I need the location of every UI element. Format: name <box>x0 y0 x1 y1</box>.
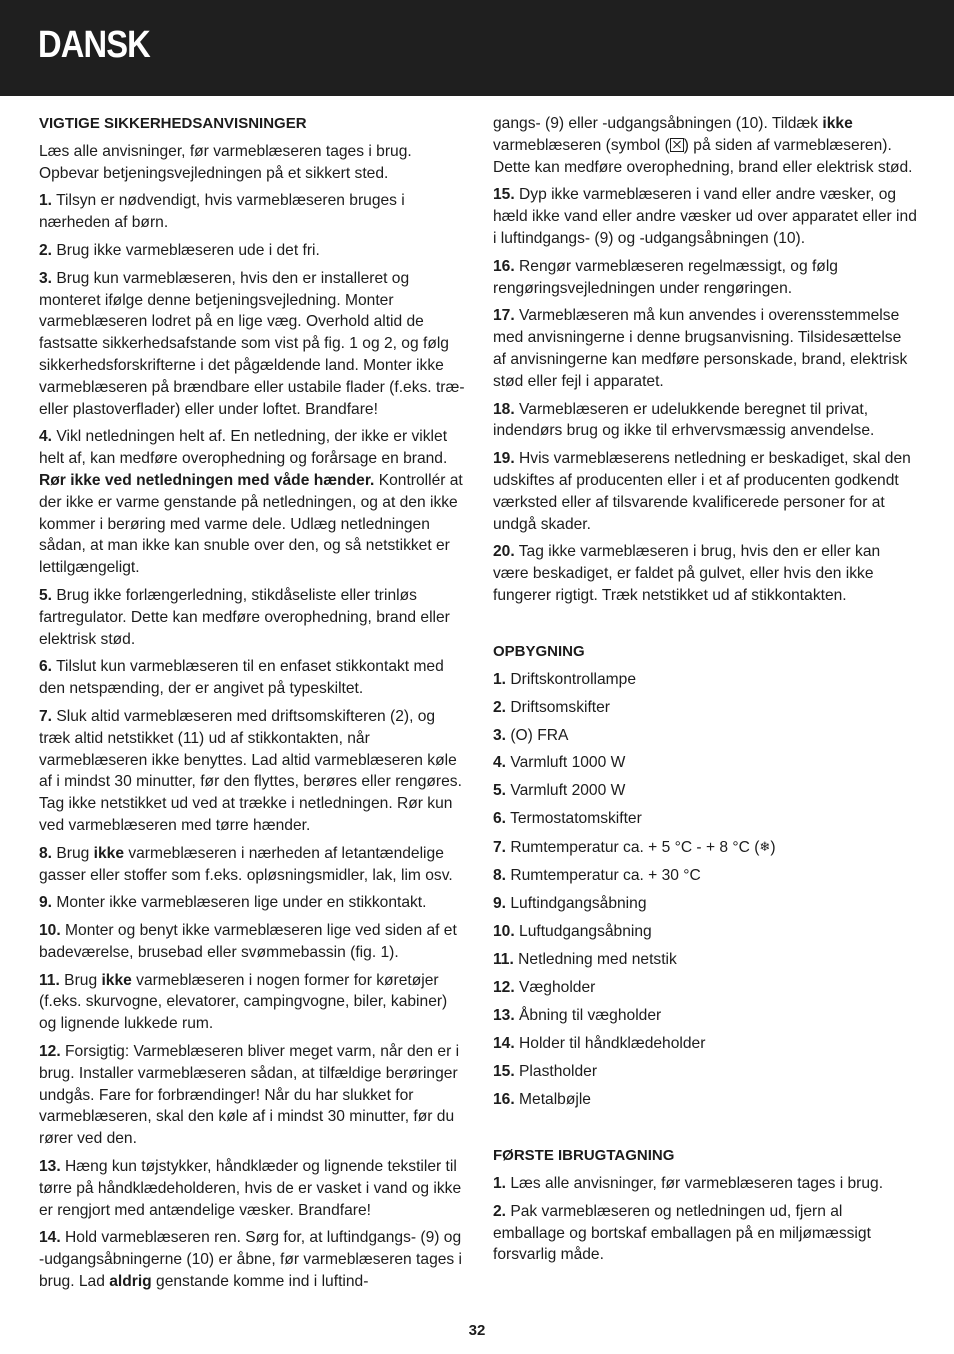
item-text: Hvis varmeblæserens netledning er beskadiget, skal den udskiftes af producenten eller i et af producenten godkendt værksted eller af tilsvarende kvalificerede personer for at undgå skader. <box>493 450 911 533</box>
section-heading-opbygning: OPBYGNING <box>493 642 585 660</box>
item-text: Hold varmeblæseren ren. Sørg for, at luftindgangs- (9) og -udgangsåbningerne (10) er åbne, før varmeblæseren tages i brug. Lad <box>39 1229 463 1291</box>
item-text: Hæng kun tøjstykker, håndklæder og lignende tekstiler til tørre på håndklædeholderen, hvis de er vasket i vand og ikke er rengjort med antændelige væsker. Brandfare! <box>39 1158 462 1219</box>
part-item-9 <box>493 893 917 915</box>
item-number: 11. <box>493 951 514 969</box>
left-column <box>39 113 465 1299</box>
item-text: Vikl netledningen helt af. En netledning, der ikke er viklet helt af, kan medføre overophedning og forårsage en brand. <box>39 428 448 468</box>
item-text: Forsigtig: Varmeblæseren bliver meget varm, når den er i brug. Installer varmeblæseren sådan, at tilfældige berøringer undgås. Fare for forbrændinger! Når du har slukket for varmeblæseren, skal den køle af i mindst 30 minutter, før du rører ved den. <box>39 1043 460 1148</box>
item-text-bold: ikke <box>101 971 132 989</box>
item-text: Metalbøjle <box>519 1091 591 1109</box>
item-text: Tilslut kun varmeblæseren til en enfaset stikkontakt med den netspænding, der er angivet på typeskiltet. <box>39 658 444 698</box>
part-item-11 <box>493 949 917 971</box>
part-item-12 <box>493 977 917 999</box>
item-text: Brug ikke forlængerledning, stikdåseliste eller trinløs fartregulator. Dette kan medføre overophedning, brand eller elektrisk stød. <box>39 586 450 648</box>
item-text: Driftsomskifter <box>510 698 610 716</box>
item-text: Sluk altid varmeblæseren med driftsomskifteren (2), og træk altid netstikket (11) ud af stikkontakten, når varmeblæseren ikke benyttes. Lad altid varmeblæseren køle af i mindst 30 minutter, før den flyttes, berøres eller rengøres. Tag ikke netstikket ud ved at trække i netledningen. Rør kun ved varmeblæseren med tørre hænder. <box>39 707 462 834</box>
item-text: (O) FRA <box>510 726 569 744</box>
item-number: 13. <box>493 1007 515 1025</box>
safety-item-17 <box>493 305 917 392</box>
item-number: 13. <box>39 1158 61 1176</box>
item-number: 3. <box>493 726 507 744</box>
item-text: Pak varmeblæseren og netledningen ud, fjern al emballage og bortskaf emballagen på en miljømæssigt forsvarlig måde. <box>493 1202 871 1264</box>
item-text: gangs- (9) eller -udgangsåbningen (10). Tildæk <box>493 115 823 132</box>
part-item-7 <box>493 836 917 859</box>
item-number: 12. <box>493 979 515 997</box>
item-text: Varmluft 2000 W <box>510 782 626 800</box>
safety-item-1 <box>39 190 465 234</box>
part-item-14 <box>493 1033 917 1055</box>
item-text: varmeblæseren i nogen former for køretøjer (f.eks. skurvogne, elevatorer, campingvogne, biler, kabiner) og lignende lukkede rum. <box>39 971 448 1033</box>
part-item-6 <box>493 808 917 830</box>
part-item-15 <box>493 1061 917 1083</box>
item-number: 2. <box>493 698 507 716</box>
item-number: 9. <box>493 895 507 913</box>
safety-item-15 <box>493 184 917 249</box>
item-text: Rumtemperatur ca. + 30 °C <box>510 867 701 885</box>
item-text: Dyp ikke varmeblæseren i vand eller andre væsker, og hæld ikke vand eller andre væsker ud over apparatet eller ind i luftindgangs- (9) og -udgangsåbningen (10). <box>493 186 917 247</box>
item-number: 7. <box>39 707 53 725</box>
do-not-cover-icon <box>670 138 684 152</box>
item-text: Varmeblæseren er udelukkende beregnet til privat, indendørs brug og ikke til erhvervsmæssig anvendelse. <box>493 400 875 440</box>
item-text: Brug <box>64 971 102 989</box>
part-item-3 <box>493 725 917 747</box>
part-item-2 <box>493 697 917 719</box>
snowflake-icon: ❄ <box>759 839 771 855</box>
safety-item-19 <box>493 448 917 535</box>
item-text-bold: ikke <box>93 844 124 862</box>
item-text: Kontrollér at der ikke er varme genstande på netledningen, og at den ikke kommer i berøring med varme dele. Udlæg netledningen sådan, at man ikke kan snuble over den, og så netstikket er lettilgængeligt. <box>39 471 463 577</box>
item-number: 19. <box>493 450 515 468</box>
item-number: 17. <box>493 307 515 325</box>
item-text: Tilsyn er nødvendigt, hvis varmeblæseren bruges i nærheden af børn. <box>39 192 405 232</box>
part-item-10 <box>493 921 917 943</box>
item-number: 2. <box>493 1202 507 1220</box>
safety-item-7 <box>39 706 465 837</box>
part-item-8 <box>493 865 917 887</box>
safety-item-8 <box>39 843 465 887</box>
page-title: DANSK <box>38 24 150 66</box>
spacer <box>493 613 917 641</box>
item-text: Brug <box>56 844 94 862</box>
safety-item-13 <box>39 1156 465 1221</box>
item-number: 10. <box>39 922 61 940</box>
item-text-bold: ikke <box>822 115 853 132</box>
item-number: 8. <box>39 844 53 862</box>
safety-item-12 <box>39 1041 465 1150</box>
item-text: Driftskontrollampe <box>510 670 637 688</box>
item-number: 20. <box>493 543 515 561</box>
spacer <box>493 1117 917 1145</box>
item-number: 11. <box>39 971 60 989</box>
item-number: 4. <box>493 754 507 772</box>
safety-item-14-continued <box>493 113 917 178</box>
item-number: 12. <box>39 1043 61 1061</box>
safety-item-16 <box>493 256 917 300</box>
item-number: 2. <box>39 241 53 259</box>
item-number: 16. <box>493 257 515 275</box>
safety-item-9 <box>39 892 465 914</box>
item-text: Åbning til vægholder <box>519 1007 662 1025</box>
item-number: 10. <box>493 923 515 941</box>
safety-item-20 <box>493 541 917 606</box>
item-number: 9. <box>39 894 53 912</box>
safety-item-5 <box>39 585 465 650</box>
item-number: 15. <box>493 186 515 204</box>
intro-paragraph: Læs alle anvisninger, før varmeblæseren tages i brug. Opbevar betjeningsvejledningen på et sikkert sted. <box>39 142 412 182</box>
page-number: 32 <box>468 1322 486 1339</box>
right-column <box>493 113 917 1272</box>
item-text: Netledning med netstik <box>518 951 677 969</box>
item-text: Brug kun varmeblæseren, hvis den er installeret og monteret ifølge denne betjeningsvejledning. Monter varmeblæseren lodret på en lige væg. Overhold altid de fastsatte sikkerhedsafstande som vist på fig. 1 og 2, og følg sikkerhedsforskrifterne i det pågældende land. Monter ikke varmeblæseren på brændbare eller ustabile flader (f.eks. træ- eller plastoverflader) eller under loftet. Brandfare! <box>39 269 465 418</box>
item-number: 6. <box>493 810 507 828</box>
item-text: Rengør varmeblæseren regelmæssigt, og følg rengøringsvejledningen under rengøringen. <box>493 257 838 297</box>
item-number: 4. <box>39 428 53 446</box>
item-number: 7. <box>493 839 507 857</box>
part-item-1 <box>493 669 917 691</box>
item-number: 18. <box>493 400 515 418</box>
section-heading-forste-ibrugtagning: FØRSTE IBRUGTAGNING <box>493 1147 675 1165</box>
item-number: 16. <box>493 1091 515 1109</box>
part-item-4 <box>493 752 917 774</box>
item-text: Rumtemperatur ca. + 5 °C - + 8 °C ( <box>510 839 760 857</box>
item-number: 14. <box>39 1229 61 1247</box>
item-text: Læs alle anvisninger, før varmeblæseren tages i brug. <box>510 1175 884 1193</box>
item-text: Luftudgangsåbning <box>519 923 652 941</box>
item-number: 8. <box>493 867 507 885</box>
header-bar <box>0 0 954 96</box>
first-use-item-2 <box>493 1201 917 1266</box>
safety-item-11 <box>39 970 465 1035</box>
safety-item-2 <box>39 240 465 262</box>
item-number: 6. <box>39 658 53 676</box>
item-text: Varmeblæseren må kun anvendes i overensstemmelse med anvisningerne i denne brugsanvisning. Tilsidesættelse af anvisningerne kan medføre personskade, brand, elektrisk stød eller fejl i apparatet. <box>493 307 908 390</box>
item-text: ) <box>770 839 776 857</box>
item-text: Luftindgangsåbning <box>510 895 647 913</box>
item-text: Brug ikke varmeblæseren ude i det fri. <box>56 241 320 259</box>
part-item-5 <box>493 780 917 802</box>
item-number: 5. <box>39 586 53 604</box>
item-number: 1. <box>493 1175 507 1193</box>
item-number: 14. <box>493 1035 515 1053</box>
item-text: Vægholder <box>519 979 596 997</box>
item-text: ) på siden af varmeblæseren). Dette kan medføre overophedning, brand eller elektrisk stød. <box>493 136 913 176</box>
item-text: varmeblæseren (symbol ( <box>493 136 670 154</box>
item-number: 5. <box>493 782 507 800</box>
item-text: Plastholder <box>519 1063 598 1081</box>
safety-item-10 <box>39 920 465 964</box>
item-text-bold: aldrig <box>109 1273 152 1291</box>
item-text: Tag ikke varmeblæseren i brug, hvis den er eller kan være beskadiget, er faldet på gulvet, eller hvis den ikke fungerer rigtigt. Træk netstikket ud af stikkontakten. <box>493 543 881 604</box>
item-text: Varmluft 1000 W <box>510 754 626 772</box>
item-text: Monter ikke varmeblæseren lige under en stikkontakt. <box>56 894 427 912</box>
item-number: 1. <box>39 192 53 210</box>
safety-item-3 <box>39 268 465 421</box>
item-text-bold: Rør ikke ved netledningen med våde hænder. <box>39 471 375 489</box>
item-number: 1. <box>493 670 507 688</box>
item-text: Termostatomskifter <box>510 810 642 828</box>
first-use-item-1 <box>493 1173 917 1195</box>
item-text: genstande komme ind i luftind- <box>151 1273 369 1291</box>
part-item-13 <box>493 1005 917 1027</box>
item-text: varmeblæseren i nærheden af letantændelige gasser eller stoffer som f.eks. opløsningsmidler, lak, lim osv. <box>39 844 453 884</box>
safety-item-18 <box>493 399 917 443</box>
safety-item-6 <box>39 656 465 700</box>
safety-item-4 <box>39 426 465 579</box>
item-text: Monter og benyt ikke varmeblæseren lige ved siden af et badeværelse, brusebad eller svømmebassin (fig. 1). <box>39 922 457 961</box>
item-number: 15. <box>493 1063 515 1081</box>
part-item-16 <box>493 1089 917 1111</box>
item-text: Holder til håndklædeholder <box>519 1035 706 1053</box>
item-number: 3. <box>39 269 53 287</box>
section-heading-safety: VIGTIGE SIKKERHEDSANVISNINGER <box>39 115 307 132</box>
safety-item-14 <box>39 1227 465 1292</box>
